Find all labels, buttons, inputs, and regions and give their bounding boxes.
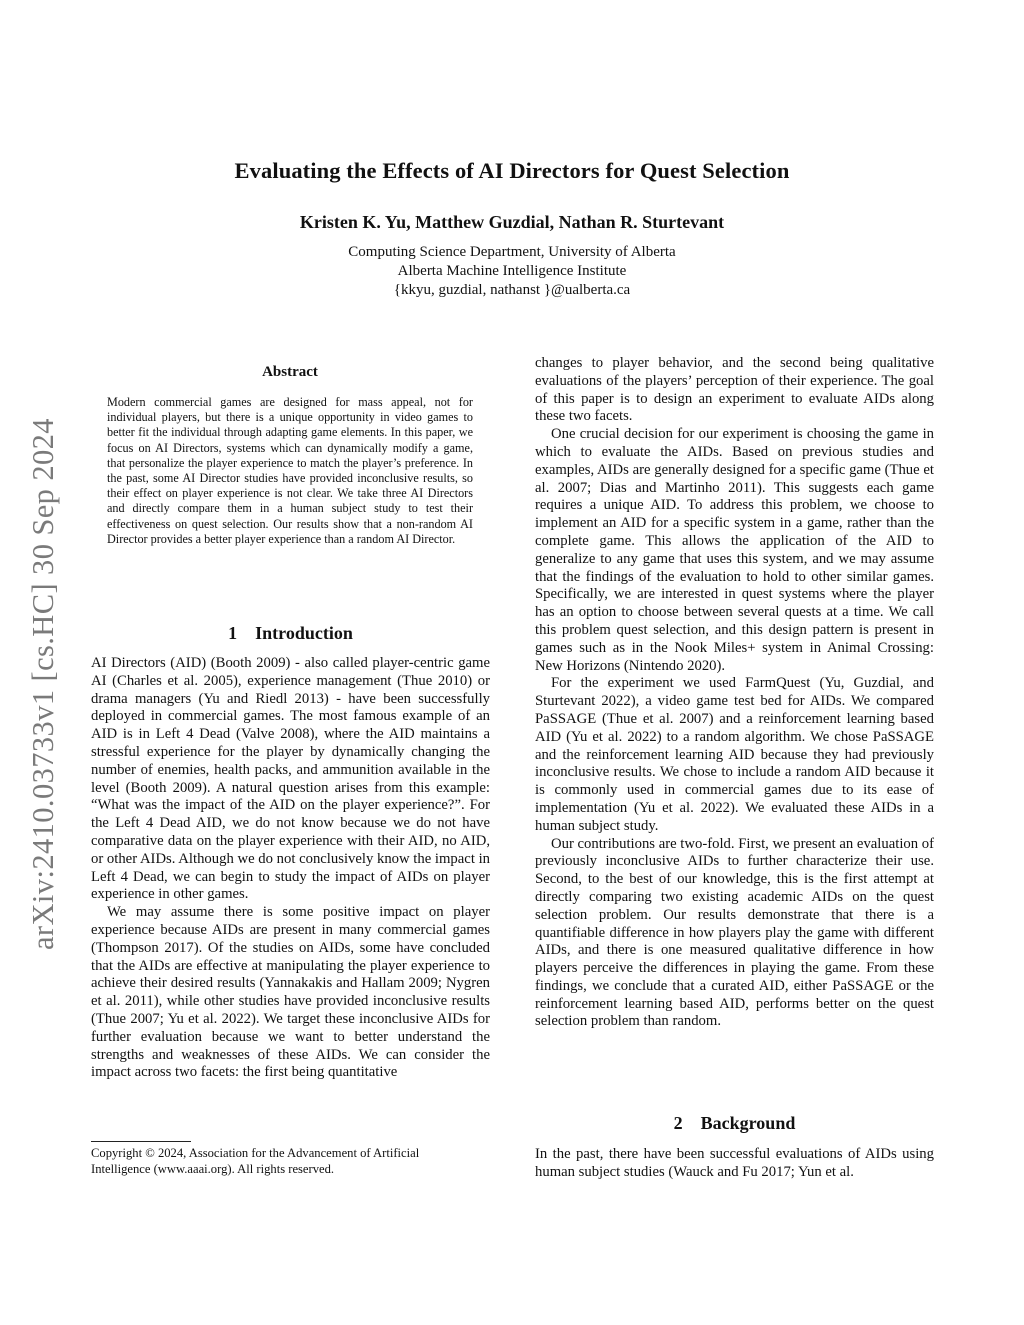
section-title: Background xyxy=(700,1113,796,1133)
copyright-footnote xyxy=(91,1145,490,1177)
arxiv-identifier: arXiv:2410.03733v1 [cs.HC] 30 Sep 2024 xyxy=(26,418,60,950)
affiliation-department: Computing Science Department, University of Alberta xyxy=(348,244,676,260)
intro-paragraph-4: One crucial decision for our experiment is choosing the game in which to evaluate the AIDs. Based on previous studies and examples, AIDs are generally designed for a specific game (Thue et al. 2007; Dias and Martinho 2011). This suggests each game requires a unique AID. To address this problem, we choose to implement an AID for a specific system in a game, rather than the complete game. This allows the application of the AID to generalize to any game that uses this system, and we may assume that the findings of the evaluation to hold to other similar games. Specifically, we are interested in quest systems where the player has an option to choose between several quests at a time. We call this problem quest selection, and this design pattern is present in games such as in the Nook Miles+ system in Animal Crossing: New Horizons (Nintendo 2020). xyxy=(535,426,934,674)
footnote-line: Copyright © 2024, Association for the Advancement of Artificial xyxy=(91,1146,420,1160)
affiliation-institute: Alberta Machine Intelligence Institute xyxy=(397,263,627,279)
intro-paragraph-6: Our contributions are two-fold. First, we present an evaluation of previously inconclusive AIDs to further characterize their use. Second, to the best of our knowledge, this is the first attempt at directly comparing two existing academic AIDs on the quest selection problem. Our results demonstrate that there is a quantifiable difference in how players play the game with different AIDs, and there is one measured qualitative difference in how players perceive the differences in playing the game. From these findings, we conclude that a curated AID, either PaSSAGE or the reinforcement learning based AID, performs better on the quest selection problem than random. xyxy=(535,835,935,1030)
author-emails: {kkyu, guzdial, nathanst }@ualberta.ca xyxy=(393,282,631,298)
abstract-text: Modern commercial games are designed for mass appeal, not for individual players, but there is a unique opportunity in video games to better fit the individual through adapting game elements. In this paper, we focus on AI Directors, systems which can dynamically modify a game, that personalize the player experience to match the player’s preference. In the past, some AI Director studies have provided inconclusive results, so their effect on player experience is not clear. We take three AI Directors and directly compare them in a human subject study to test their effectiveness on quest selection. Our results show that a non-random AI Director provides a better player experience than a random AI Director. xyxy=(107,395,473,546)
intro-paragraph-3: changes to player behavior, and the second being qualitative evaluations of the players’ perception of their experience. The goal of this paper is to design an experiment to evaluate AIDs along these two facets. xyxy=(535,355,934,425)
right-column xyxy=(535,355,934,1031)
intro-paragraph-1: AI Directors (AID) (Booth 2009) - also called player-centric game AI (Charles et al. 2005), experience management (Thue 2010) or drama managers (Yu and Riedl 2013) - have been successfully deployed in commercial games. The most famous example of an AID is in Left 4 Dead (Valve 2008), where the AID maintains a stressful experience for the player by dynamically changing the number of enemies, health packs, and ammunition available in the level (Booth 2009). A natural question arises from this example: “What was the impact of the AID on the player experience?”. For the Left 4 Dead AID, we do not know because we do not have comparative data on the player experience with their AID, no AID, or other AIDs. Although we do not conclusively know the impact in Left 4 Dead, we can begin to study the impact of AIDs on player experience in other games. xyxy=(91,655,490,903)
intro-paragraph-5: For the experiment we used FarmQuest (Yu, Guzdial, and Sturtevant 2022), a video game test bed for AIDs. We compared PaSSAGE (Thue et al. 2007) and a reinforcement learning based AID (Yu et al. 2022) to a random algorithm. We chose PaSSAGE and the reinforcement learning AID because they had previously inconclusive results. We chose to include a random AID because it is commonly used in commercial games due to its ease of implementation (Yu et al. 2022). We evaluated these AIDs in a human subject study. xyxy=(535,675,934,834)
background-paragraph-1: In the past, there have been successful evaluations of AIDs using human subject studies (Wauck and Fu 2017; Yun et al. xyxy=(535,1146,934,1180)
paper-title: Evaluating the Effects of AI Directors for Quest Selection xyxy=(234,158,790,183)
section-title: Introduction xyxy=(255,623,353,643)
section-number: 2 xyxy=(673,1113,683,1133)
section-number: 1 xyxy=(228,623,238,643)
footnote-line: Intelligence (www.aaai.org). All rights reserved. xyxy=(91,1162,335,1176)
section-heading-background xyxy=(535,1113,934,1134)
affiliation-block xyxy=(0,243,1024,300)
footnote-divider xyxy=(91,1141,191,1142)
author-list: Kristen K. Yu, Matthew Guzdial, Nathan R. Sturtevant xyxy=(299,212,725,232)
section-heading-introduction xyxy=(91,623,490,644)
abstract-heading: Abstract xyxy=(262,364,318,380)
background-column xyxy=(535,1146,934,1182)
intro-paragraph-2: We may assume there is some positive impact on player experience because AIDs are present in many commercial games (Thompson 2017). Of the studies on AIDs, some have concluded that the AIDs are effective at manipulating the player experience to achieve their desired results (Yannakakis and Hallam 2009; Nygren et al. 2011), while other studies have provided inconclusive results (Thue 2007; Yu et al. 2022). We target these inconclusive AIDs for further evaluation because we want to better understand the strengths and weaknesses of these AIDs. We can consider the impact across two facets: the first being quantitative xyxy=(91,904,490,1081)
left-column xyxy=(91,655,490,1082)
